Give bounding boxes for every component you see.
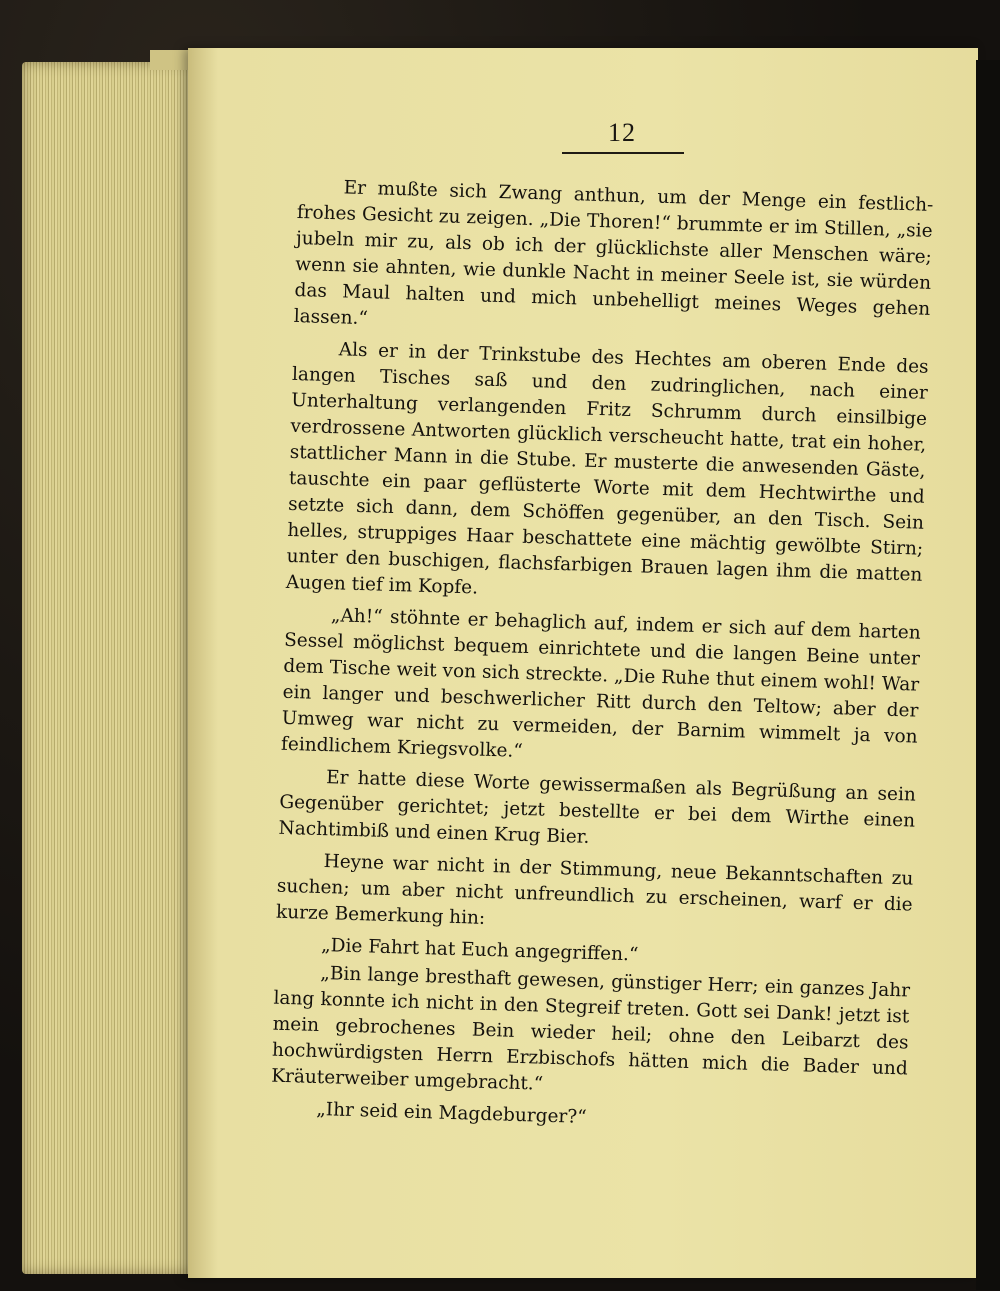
page-number-rule <box>562 152 684 154</box>
paragraph: „Ihr seid ein Magdeburger?“ <box>315 1098 587 1128</box>
paragraph: „Die Fahrt hat Euch angegriffen.“ <box>320 935 639 966</box>
paragraph: Heyne war nicht in der Stimmung, neue Bekanntschaften zu suchen; um aber nicht unfreundlich zu erscheinen, warf er die kurze Bemerkung hin: <box>275 851 914 929</box>
paragraph: Als er in der Trinkstube des Hechtes am oberen Ende des langen Tisches saß und den zudringlichen, nach einer Unterhaltung verlangenden Fritz Schrumm durch einsilbige verdrossene Antworten glücklich verscheucht hatte, trat ein hoher, stattlicher Mann in die Stube. Er musterte die anwesenden Gäste, tauschte ein paar geflüsterte Worte mit dem Hechtwirthe und setzte sich dann, dem Schöffen gegenüber, an den Tisch. Sein helles, struppiges Haar beschattete eine mächtig gewölbte Stirn; unter den buschigen, flachsfarbigen Brauen lagen ihm die matten Augen tief im Kopfe. <box>285 339 929 599</box>
paragraph: „Bin lange bresthaft gewesen, günstiger Herr; ein ganzes Jahr lang konnte ich nicht in den Stegreif treten. Gott sei Dank! jetzt ist mein gebrochenes Bein wieder heil; ohne den Leibarzt des hochwürdigsten Herrn Erzbischofs hätten mich die Bader und Kräuterweiber umgebracht.“ <box>270 963 911 1095</box>
paragraph: „Ah!“ stöhnte er behaglich auf, indem er sich auf dem harten Sessel möglichst bequem einrichtete und die langen Beine unter dem Tische weit von sich streckte. „Die Ruhe thut einem wohl! War ein langer und beschwerlicher Ritt durch den Teltow; aber der Umweg war nicht zu vermeiden, der Barnim wimmelt ja von feindlichem Kriegsvolke.“ <box>280 605 921 762</box>
page-number: 12 <box>608 118 636 147</box>
body-text <box>270 174 934 1152</box>
paragraph: Er hatte diese Worte gewissermaßen als Begrüßung an sein Gegenüber gerichtet; jetzt bestellte er bei dem Wirthe einen Nachtimbiß und einen Krug Bier. <box>278 767 917 848</box>
page-edges-stack <box>22 62 202 1274</box>
right-edge-shadow <box>976 60 1000 1290</box>
paragraph: Er mußte sich Zwang anthun, um der Menge ein festlich-frohes Gesicht zu zeigen. „Die Thoren!“ brummte er im Stillen, „sie jubeln mir zu, als ob ich der glücklichste aller Menschen wäre; wenn sie ahnten, wie dunkle Nacht in meiner Seele ist, sie würden das Maul halten und mich unbehelligt meines Weges gehen lassen.“ <box>293 177 934 330</box>
